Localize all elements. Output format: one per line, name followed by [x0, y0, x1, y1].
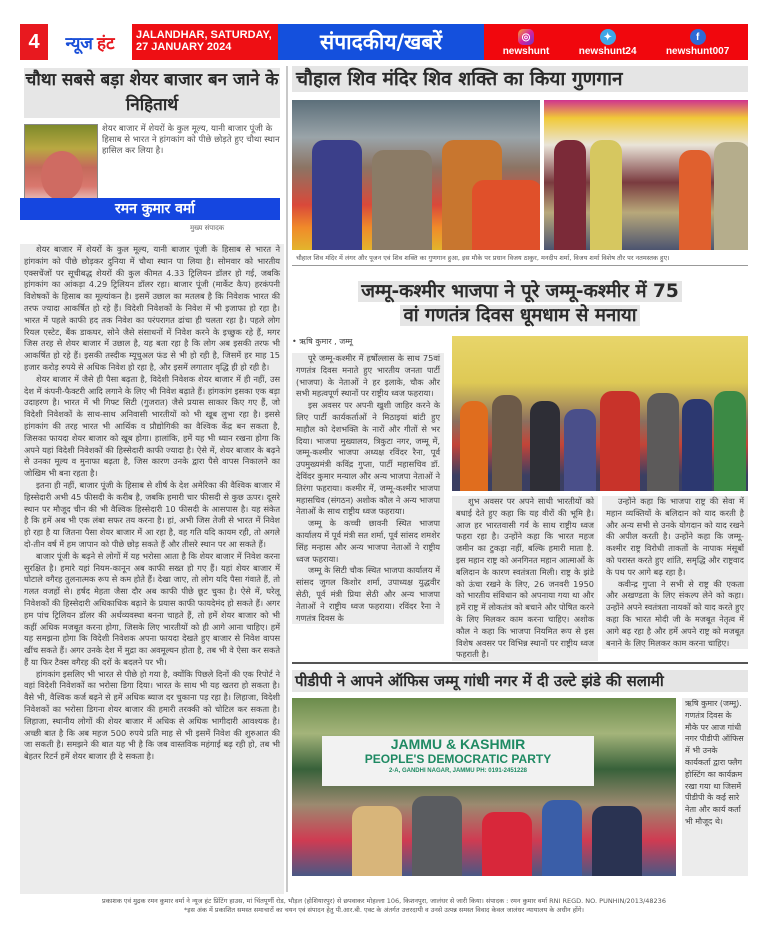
paragraph: बाजार पूंजी के बढ़ने से लोगों में यह भरोसा आता है कि शेयर बाजार में निवेश करना सुरक्षित है। हमारे यहां नियम-कानून अब काफी सख्त हो गए हैं। यहां शेयर बाजार में घोटाले वगैरह तुलनात्मक रूप से कम होते हैं। देखा जाए, तो लोग यदि पैसा गंवाते हैं, तो गलत वजहों से। हर्षद मेहता जैसा दौर अब काफी पीछे छूट चुका है। ऐसे में, घरेलू निवेशकों की हिस्सेदारी अधिकाधिक बढ़ाने के प्रयास काफी फायदेमंद हो सकते हैं। अगर हम पांच ट्रिलियन डॉलर की अर्थव्यवस्था बनना चाहते हैं, तो हमें शेयर बाजार को भी कहीं अधिक मजबूत करना होगा, जिसके लिए भारतीयों को ही आगे आना चाहिए। हमें यह समझना होगा कि विदेशी निवेशक अपना फायदा देखते हुए बाजार से निवेश वापस खींच सकते हैं। अगर उनके देश में मुद्रा का अवमूल्यन होता है, तब भी वे ऐसा कर सकते हैं या फिर टैक्स वगैरह की दरों के बदलने पर भी। — [24, 550, 280, 667]
social-twitter[interactable] — [579, 29, 637, 57]
editorial-body — [20, 244, 284, 894]
temple-photo-ritual[interactable] — [292, 100, 540, 250]
instagram-icon: ◎ — [518, 29, 534, 45]
paragraph: उन्होंने कहा कि भाजपा राष्ट्र की सेवा में महान व्यक्तियों के बलिदान को याद करती है और अन्य सभी से उनके योगदान को याद रखने की अपील करती है। उन्होंने कहा कि जम्मू-कश्मीर राष्ट्र विरोधी ताकतों के नापाक मंसूबों को परास्त करते हुए शांति, समृद्धि और राष्ट्रवाद के पथ पर आगे बढ़ रहा है। — [606, 496, 744, 577]
author-name: रमन कुमार वर्मा — [20, 198, 280, 220]
bjp-column-3 — [602, 496, 748, 649]
dateline-date: 27 JANUARY 2024 — [136, 41, 232, 53]
pdp-signboard — [322, 736, 594, 786]
twitter-icon: ✦ — [600, 29, 616, 45]
paragraph: हांगकांग इसलिए भी भारत से पीछे हो गया है, क्योंकि पिछले दिनों की एक रिपोर्ट ने वहां विदेशी निवेशकों का भरोसा डिगा दिया। भारत के साथ भी यह खतरा हो सकता है। वैसे भी, वैश्विक कर्ज बढ़ने से हमें अधिक ब्याज दर चुकाना पड़ रहा है। लिहाजा, विदेशी निवेशकों का भरोसा डिगना शेयर बाजार की हमारी तरक्की को चोटिल कर सकता है। लिहाजा, स्थानीय लोगों की शेयर बाजार में अधिक से अधिक भागीदारी आवश्यक है। अच्छी बात है कि अब महज 500 रुपये प्रति माह से भी इसमें निवेश की शुरुआत की जा सकती है। समझने की बात यह भी है कि जब वास्तविक महंगाई बढ़ रही हो, तब भी बेहतर रिटर्न हमें शेयर बाजार ही दे सकता है। — [24, 668, 280, 762]
bjp-column-2 — [452, 496, 598, 661]
author-role: मुख्य संपादक — [190, 224, 225, 232]
signboard-line3: 2-A, GANDHI NAGAR, JAMMU PH: 0191-2451228 — [388, 768, 528, 774]
temple-photo-group[interactable] — [544, 100, 748, 250]
twitter-handle: newshunt24 — [578, 46, 637, 57]
byline: • ऋषि कुमार , जम्मू — [292, 337, 353, 346]
bjp-headline — [292, 280, 748, 328]
news-section — [292, 66, 748, 876]
flag-hoisting-photo[interactable] — [452, 336, 748, 491]
column-divider — [286, 66, 288, 892]
logo-text-news: न्यूज — [65, 33, 93, 54]
paragraph: पूरे जम्मू-कश्मीर में हर्षोल्लास के साथ 75वां गणतंत्र दिवस मनाते हुए भारतीय जनता पार्टी (भाजपा) के नेताओं ने हर इलाके, चौक और सभी महत्वपूर्ण स्थानों पर राष्ट्रीय ध्वज फहराया। — [296, 353, 440, 399]
temple-photo-caption: चौहाल शिव मंदिर में लंगर और पूजन एवं शिव शक्ति का गुणगान हुआ, इस मौके पर प्रधान विजय ठाकुर, मनदीप शर्मा, विजय शर्मा विशेष तौर पर नतमस्तक हुए। — [292, 250, 748, 266]
imprint-line2: *इस अंक में प्रकाशित समस्त समाचारों का चयन एवं संपादन हेतु पी.आर.बी. एक्ट के अंतर्गत उत्तरदायी व उनसे उत्पन्न समस्त विवाद केवल जालंधर न्यायालय के अधीन होंगे। — [184, 906, 584, 914]
bjp-article — [292, 280, 748, 676]
author-block — [20, 124, 284, 234]
facebook-icon: f — [690, 29, 706, 45]
pdp-article-body — [292, 698, 748, 876]
bjp-col1-text — [292, 353, 444, 624]
paragraph: जम्मू के कच्ची छावनी स्थित भाजपा कार्यालय में पूर्व मंत्री सत शर्मा, पूर्व सांसद शमशेर सिंह मन्हास और अन्य भाजपा नेताओं ने राष्ट्रीय ध्वज फहराया। — [296, 518, 440, 564]
imprint-line1: प्रकाशक एवं मुद्रक रमन कुमार वर्मा ने न्यूज हंट प्रिंटिंग हाउस, मां चिंतपूर्णी रोड, भौड़ल (होशियारपुर) से छपवाकर मोहल्ला 106, किशनपुरा, जालंधर से जारी किया। संपादक : रमन कुमार वर्मा RNI REGD. NO. PUNHIN/2013/48236 — [102, 897, 666, 905]
signboard-line2: PEOPLE'S DEMOCRATIC PARTY — [364, 752, 552, 766]
pdp-side-text: ऋषि कुमार (जम्मू). गणतंत्र दिवस के मौके पर आज गांधी नगर पीडीपी ऑफिस में भी उनके कार्यकर्ता द्वारा फ्लैग होस्टिंग का कार्यक्रम रखा गया था जिसमें पीडीपी के कई सारे नेता और कार्य कर्ता भी मौजूद थे। — [682, 698, 748, 876]
imprint-footer — [20, 897, 748, 915]
facebook-handle: newshunt007 — [665, 46, 730, 57]
signboard-line1: JAMMU & KASHMIR — [390, 736, 526, 752]
social-facebook[interactable] — [666, 29, 729, 57]
paragraph: शेयर बाजार में शेयरों के कुल मूल्य, यानी बाजार पूंजी के हिसाब से भारत ने हांगकांग को पीछे छोड़कर दुनिया में चौथा स्थान पा लिया है। सोमवार को भारतीय एक्सचेंजों पर सूचीबद्ध शेयरों की कुल कीमत 4.33 ट्रिलियन डॉलर हो गई, जबकि हांगकांग का आंकड़ा 4.29 ट्रिलियन डॉलर रहा। बाजार पूंजी (मार्केट कैप) हरकंपनी विशेषकों के हिसाब का मूल्यांकन है। इसमें उछाल का मतलब है कि निवेशक भारत की तरफ ज्यादा आकर्षित हो रहे हैं। विदेशी निवेशकों के निवेश में भी इजाफा हो रहा है। भारत में पहले काफी हद तक निवेश का परंपरागत ढांचा ही चलता रहा है। पहले लोग रियल एस्टेट, बैंक डाकघर, सोने जैसे संसाधनों में निवेश करने के इच्छुक रहे हैं, मगर जिस तरह से शेयर बाजार में उछाल है, यह बता रहा है कि लोग अब इसकी तरफ भी आकर्षित हो रहे हैं। इसकी तस्दीक म्यूचुअल फंड से भी हो रही है, जिसमें हर माह 15 हजार करोड़ रुपये से अधिक निवेश हो रहा है, और इसमें लगातार वृद्धि ही हो रही है। — [24, 244, 280, 372]
logo-text-hunt: हंट — [96, 33, 115, 54]
paragraph: शेयर बाजार में जैसे ही पैसा बढ़ता है, विदेशी निवेशक शेयर बाजार में ही नहीं, उस देश में कंपनी-फैक्टरी आदि लगाने के लिए भी निवेश बढ़ाते हैं। हांगकांग इसका एक बड़ा उदाहरण है। भारत में भी गिफ्ट सिटी (गुजरात) जैसे प्रयास साकार किए गए हैं, जो विदेशी निवेशकों के साथ-साथ अनिवासी भारतीयों को भी खूब लुभा रहा है। इससे हांगकांग की तरह भारत भी आर्थिक व प्रौद्योगिकी का वैश्विक केंद्र बन सकता है, जिसका फायदा शेयर बाजार को खूब होगा। हालांकि, हमें यह भी ध्यान रखना होगा कि अपने यहां विदेशी निवेशकों की हिस्सेदारी काफी ज्यादा है। ऐसे में, शेयर बाजार के बढ़ने से उनका मूल्य व मुनाफा बढ़ता है, जिस कारण उनके द्वारा पैसे वापस निकालने का जोखिम भी बना रहता है। — [24, 373, 280, 479]
temple-photos — [292, 100, 748, 250]
masthead — [20, 24, 748, 60]
social-links — [484, 24, 748, 60]
editorial-headline: चौथा सबसे बड़ा शेयर बाजार बन जाने के निहितार्थ — [24, 68, 280, 118]
dateline — [132, 24, 278, 60]
bjp-headline-line1: जम्मू-कश्मीर भाजपा ने पूरे जम्मू-कश्मीर में 75 — [358, 281, 682, 302]
paragraph: इतना ही नहीं, बाजार पूंजी के हिसाब से शीर्ष के देश अमेरिका की वैश्विक बाजार में हिस्सेदारी अभी 45 फीसदी के करीब है, जबकि हमारी चार फीसदी से कुछ ऊपर। दूसरे स्थान पर मौजूद चीन की भी वैश्विक हिस्सेदारी 10 फीसदी के आसपास है। यह संकेत है कि हमें अब भी एक लंबा सफर तय करना है। हां, अभी जिस तेजी से भारत में निवेश हो रहा है या जितना पैसा शेयर बाजार में आ रहा है, वह गति यदि कायम रही, तो अगले दो-तीन वर्ष में हम जापान को पीछे छोड़ सकते हैं और तीसरे स्थान पर आ सकते हैं। — [24, 479, 280, 549]
editorial-article — [20, 66, 284, 894]
section-title: संपादकीय/खबरें — [278, 24, 484, 60]
paragraph: कवीन्द्र गुप्ता ने सभी से राष्ट्र की एकता और अखण्डता के लिए संकल्प लेने को कहा। उन्होंने अपने स्वतंत्रता नायकों को याद करते हुए कहा कि भारत मोदी जी के मजबूत नेतृत्व में आगे बढ़ रहा है और हमें अपने राष्ट्र को मजबूत बनाने के लिए मिलकर काम करना चाहिए। — [606, 578, 744, 648]
paragraph: इस अवसर पर अपनी खुशी जाहिर करने के लिए पार्टी कार्यकर्ताओं ने मिठाइयां बांटी हुए माहौल को देशभक्ति के नारों और गीतों से भर दिया। भाजपा मुख्यालय, त्रिकुटा नगर, जम्मू में, जम्मू-कश्मीर भाजपा अध्यक्ष रविंदर रैना, पूर्व उपमुख्यमंत्री कविंद्र गुप्ता, पार्टी महासचिव डॉ. देविंदर कुमार मन्याल और अन्य भाजपा नेताओं ने तिरंगा फहराया। कश्मीर में, जम्मू-कश्मीर भाजपा महासचिव (संगठन) अशोक कौल ने अन्य भाजपा नेताओं के साथ राष्ट्रीय ध्वज फहराया। — [296, 400, 440, 517]
social-instagram[interactable] — [503, 29, 550, 57]
paragraph: जम्मू के सिटी चौक स्थित भाजपा कार्यालय में सांसद जुगल किशोर शर्मा, उपाध्यक्ष युद्धवीर सेठी, पूर्व मंत्री प्रिया सेठी और अन्य भाजपा नेताओं ने राष्ट्रीय ध्वज फहराया। रविंदर रैना ने गणतंत्र दिवस के — [296, 565, 440, 623]
pdp-article — [292, 670, 748, 876]
page-number: 4 — [20, 24, 48, 60]
temple-headline: चौहाल शिव मंदिर शिव शक्ति का किया गुणगान — [292, 66, 748, 92]
instagram-handle: newshunt — [502, 46, 550, 57]
temple-article — [292, 66, 748, 266]
section-divider — [292, 662, 748, 664]
dateline-city-day: JALANDHAR, SATURDAY, — [136, 29, 272, 41]
pdp-office-photo[interactable] — [292, 698, 676, 876]
newspaper-logo[interactable] — [48, 24, 132, 60]
bjp-column-1 — [292, 336, 444, 624]
paragraph: शुभ अवसर पर अपने साथी भारतीयों को बधाई देते हुए कहा कि यह वीरों की भूमि है। आज हर भारतवासी गर्व के साथ राष्ट्रीय ध्वज फहरा रहा है। उन्होंने कहा कि भारत महज जमीन का टुकड़ा नहीं, बल्कि हमारी माता है. इस महान राष्ट्र को अनगिनत महान आत्माओं के बलिदान के कारण स्वतंत्रता मिली। राष्ट्र के झंडे को ऊंचा रखने के लिए, 26 जनवरी 1950 को भारतीय संविधान को अपनाया गया था और हमें राष्ट्र में लोकतंत्र को बचाने और पोषित करने के लिए मिलकर काम करना चाहिए। अशोक कौल ने कहा कि भाजपा नियमित रूप से इस विशेष अवसर पर विभिन्न स्थानों पर राष्ट्रीय ध्वज फहराती है। — [456, 496, 594, 660]
bjp-headline-line2: वां गणतंत्र दिवस धूमधाम से मनाया — [400, 305, 639, 326]
bjp-article-body — [292, 336, 748, 676]
editorial-intro: शेयर बाजार में शेयरों के कुल मूल्य, यानी बाजार पूंजी के हिसाब से भारत ने हांगकांग को पीछे छोड़ते हुए चौथा स्थान हासिल कर लिया है। — [102, 124, 280, 156]
pdp-headline: पीडीपी ने आपने ऑफिस जम्मू गांधी नगर में दी उल्टे झंडे की सलामी — [292, 670, 748, 692]
